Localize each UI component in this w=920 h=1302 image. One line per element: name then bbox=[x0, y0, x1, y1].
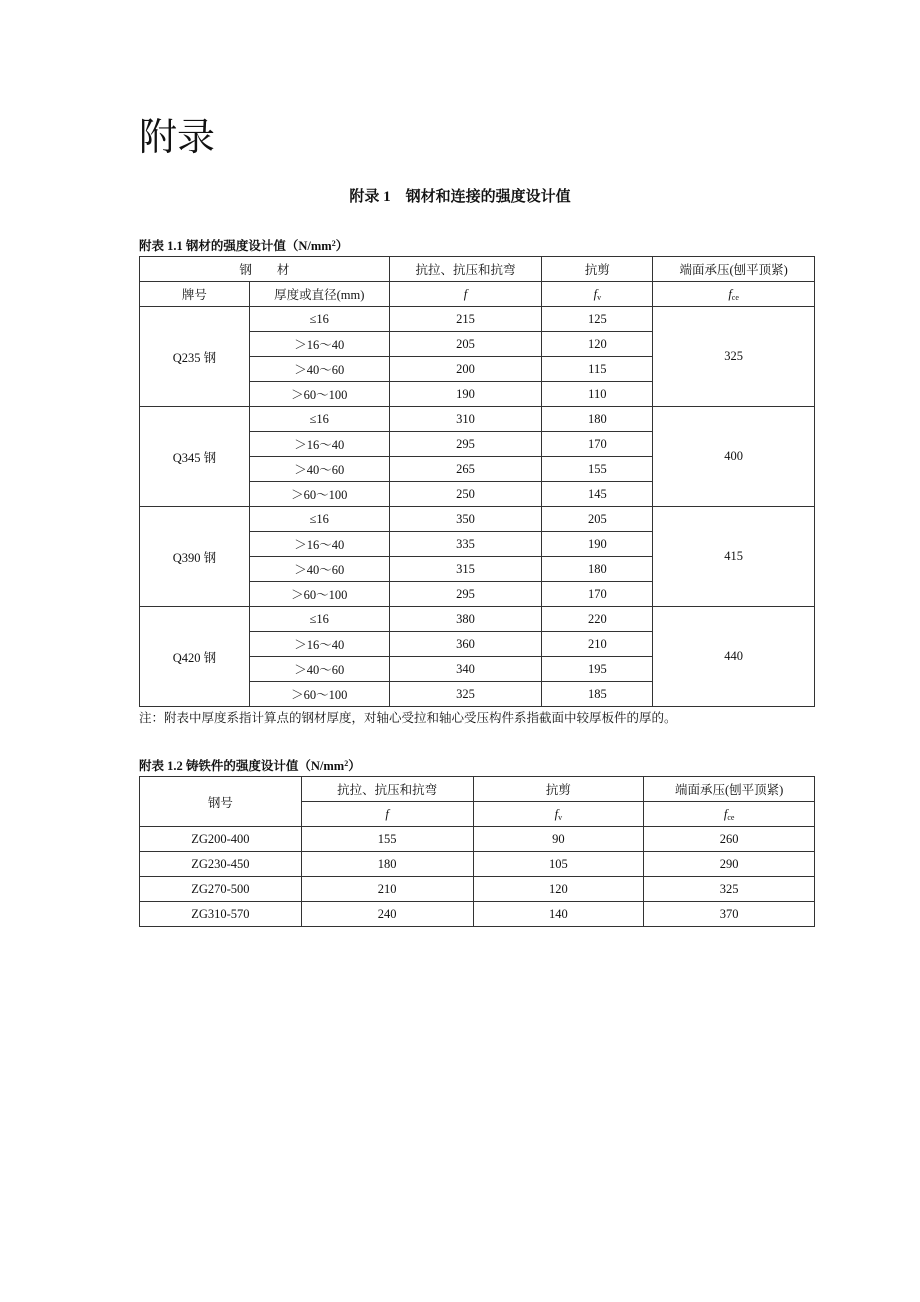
header-shear: 抗剪 bbox=[473, 777, 644, 802]
f-cell: 360 bbox=[389, 632, 542, 657]
header-fce-symbol bbox=[653, 282, 815, 307]
fv-cell: 210 bbox=[542, 632, 653, 657]
header-fv-symbol bbox=[542, 282, 653, 307]
fv-cell: 90 bbox=[473, 827, 644, 852]
table-header-row bbox=[140, 257, 815, 282]
fv-cell: 170 bbox=[542, 582, 653, 607]
thickness-cell: ＞60～100 bbox=[249, 382, 389, 407]
thickness-cell: ＞60～100 bbox=[249, 682, 389, 707]
fv-base: f bbox=[554, 806, 559, 821]
table1-caption-end: ） bbox=[335, 239, 349, 253]
fce-cell: 290 bbox=[644, 852, 815, 877]
steel-table-body bbox=[140, 307, 815, 707]
grade-cell: ZG310-570 bbox=[140, 902, 302, 927]
table1-note: 注：附表中厚度系指计算点的钢材厚度，对轴心受拉和轴心受压构件系指截面中较厚板件的厚的。 bbox=[139, 711, 677, 725]
table2-caption-end: ） bbox=[348, 759, 361, 773]
header-shear: 抗剪 bbox=[542, 257, 653, 282]
fv-cell: 170 bbox=[542, 432, 653, 457]
thickness-cell: ＞16～40 bbox=[249, 632, 389, 657]
table2-caption-sup: 2 bbox=[344, 759, 349, 768]
grade-cell: Q345 钢 bbox=[140, 407, 250, 507]
header-tension: 抗拉、抗压和抗弯 bbox=[301, 777, 473, 802]
fce-base: f bbox=[728, 286, 732, 301]
fv-cell: 140 bbox=[473, 902, 644, 927]
table-row bbox=[140, 307, 815, 332]
f-cell: 295 bbox=[389, 582, 542, 607]
thickness-cell: ＞16～40 bbox=[249, 332, 389, 357]
casting-table-body bbox=[140, 827, 815, 927]
fv-cell: 125 bbox=[542, 307, 653, 332]
fv-cell: 205 bbox=[542, 507, 653, 532]
fv-cell: 180 bbox=[542, 407, 653, 432]
f-cell: 340 bbox=[389, 657, 542, 682]
fv-cell: 120 bbox=[542, 332, 653, 357]
fv-sub: v bbox=[597, 292, 602, 302]
thickness-cell: ＞40～60 bbox=[249, 357, 389, 382]
table-header-row bbox=[140, 282, 815, 307]
header-fv-symbol bbox=[473, 802, 644, 827]
table1-caption-text: 附表 1.1 钢材的强度设计值（N/mm bbox=[139, 239, 332, 253]
grade-cell: ZG200-400 bbox=[140, 827, 302, 852]
page-title: 附录 bbox=[139, 117, 216, 159]
fv-base: f bbox=[593, 286, 598, 301]
header-f-symbol: f bbox=[301, 802, 473, 827]
f-cell: 250 bbox=[389, 482, 542, 507]
table-row bbox=[140, 407, 815, 432]
grade-cell: Q420 钢 bbox=[140, 607, 250, 707]
thickness-cell: ≤16 bbox=[249, 407, 389, 432]
fce-base: f bbox=[723, 806, 728, 821]
bearing-cell: 415 bbox=[653, 507, 815, 607]
grade-cell: ZG270-500 bbox=[140, 877, 302, 902]
f-cell: 155 bbox=[301, 827, 473, 852]
thickness-cell: ＞40～60 bbox=[249, 457, 389, 482]
thickness-cell: ＞60～100 bbox=[249, 482, 389, 507]
table2-caption bbox=[139, 756, 361, 774]
fce-cell: 370 bbox=[644, 902, 815, 927]
table2-caption-text: 附表 1.2 铸铁件的强度设计值（N/mm bbox=[139, 759, 345, 773]
table-row bbox=[140, 507, 815, 532]
table1-caption-sup: 2 bbox=[331, 239, 336, 248]
table-row bbox=[140, 607, 815, 632]
fv-cell: 105 bbox=[473, 852, 644, 877]
f-cell: 205 bbox=[389, 332, 542, 357]
header-grade: 钢号 bbox=[140, 777, 302, 827]
bearing-cell: 440 bbox=[653, 607, 815, 707]
f-cell: 335 bbox=[389, 532, 542, 557]
grade-cell: ZG230-450 bbox=[140, 852, 302, 877]
thickness-cell: ≤16 bbox=[249, 307, 389, 332]
f-cell: 180 bbox=[301, 852, 473, 877]
fv-cell: 220 bbox=[542, 607, 653, 632]
header-bearing: 端面承压(刨平顶紧) bbox=[644, 777, 815, 802]
fv-cell: 180 bbox=[542, 557, 653, 582]
fv-sub: v bbox=[558, 812, 563, 822]
fce-cell: 325 bbox=[644, 877, 815, 902]
f-cell: 380 bbox=[389, 607, 542, 632]
thickness-cell: ＞16～40 bbox=[249, 532, 389, 557]
f-cell: 310 bbox=[389, 407, 542, 432]
header-tension: 抗拉、抗压和抗弯 bbox=[389, 257, 542, 282]
thickness-cell: ≤16 bbox=[249, 507, 389, 532]
section-title: 附录 1 钢材和连接的强度设计值 bbox=[349, 189, 571, 205]
fv-cell: 195 bbox=[542, 657, 653, 682]
f-cell: 190 bbox=[389, 382, 542, 407]
fv-cell: 120 bbox=[473, 877, 644, 902]
bearing-cell: 400 bbox=[653, 407, 815, 507]
fv-cell: 185 bbox=[542, 682, 653, 707]
grade-cell: Q390 钢 bbox=[140, 507, 250, 607]
casting-strength-table bbox=[139, 776, 815, 927]
f-cell: 240 bbox=[301, 902, 473, 927]
thickness-cell: ＞40～60 bbox=[249, 657, 389, 682]
table-row bbox=[140, 827, 815, 852]
fv-cell: 155 bbox=[542, 457, 653, 482]
steel-strength-table bbox=[139, 256, 815, 707]
f-cell: 210 bbox=[301, 877, 473, 902]
header-bearing: 端面承压(刨平顶紧) bbox=[653, 257, 815, 282]
f-cell: 315 bbox=[389, 557, 542, 582]
thickness-cell: ≤16 bbox=[249, 607, 389, 632]
header-fce-symbol bbox=[644, 802, 815, 827]
bearing-cell: 325 bbox=[653, 307, 815, 407]
table1-caption bbox=[139, 236, 348, 254]
table-header-row bbox=[140, 777, 815, 802]
thickness-cell: ＞40～60 bbox=[249, 557, 389, 582]
thickness-cell: ＞60～100 bbox=[249, 582, 389, 607]
table-row bbox=[140, 902, 815, 927]
thickness-cell: ＞16～40 bbox=[249, 432, 389, 457]
f-cell: 295 bbox=[389, 432, 542, 457]
fv-cell: 145 bbox=[542, 482, 653, 507]
header-f-symbol: f bbox=[389, 282, 542, 307]
fce-sub: ce bbox=[731, 292, 739, 302]
fv-cell: 190 bbox=[542, 532, 653, 557]
fce-cell: 260 bbox=[644, 827, 815, 852]
f-cell: 325 bbox=[389, 682, 542, 707]
f-cell: 350 bbox=[389, 507, 542, 532]
header-thickness: 厚度或直径(mm) bbox=[249, 282, 389, 307]
fv-cell: 115 bbox=[542, 357, 653, 382]
header-steel: 钢 材 bbox=[140, 257, 390, 282]
f-cell: 200 bbox=[389, 357, 542, 382]
header-grade: 牌号 bbox=[140, 282, 250, 307]
fce-sub: ce bbox=[727, 812, 735, 822]
fv-cell: 110 bbox=[542, 382, 653, 407]
table-row bbox=[140, 877, 815, 902]
grade-cell: Q235 钢 bbox=[140, 307, 250, 407]
table-row bbox=[140, 852, 815, 877]
f-cell: 265 bbox=[389, 457, 542, 482]
f-cell: 215 bbox=[389, 307, 542, 332]
